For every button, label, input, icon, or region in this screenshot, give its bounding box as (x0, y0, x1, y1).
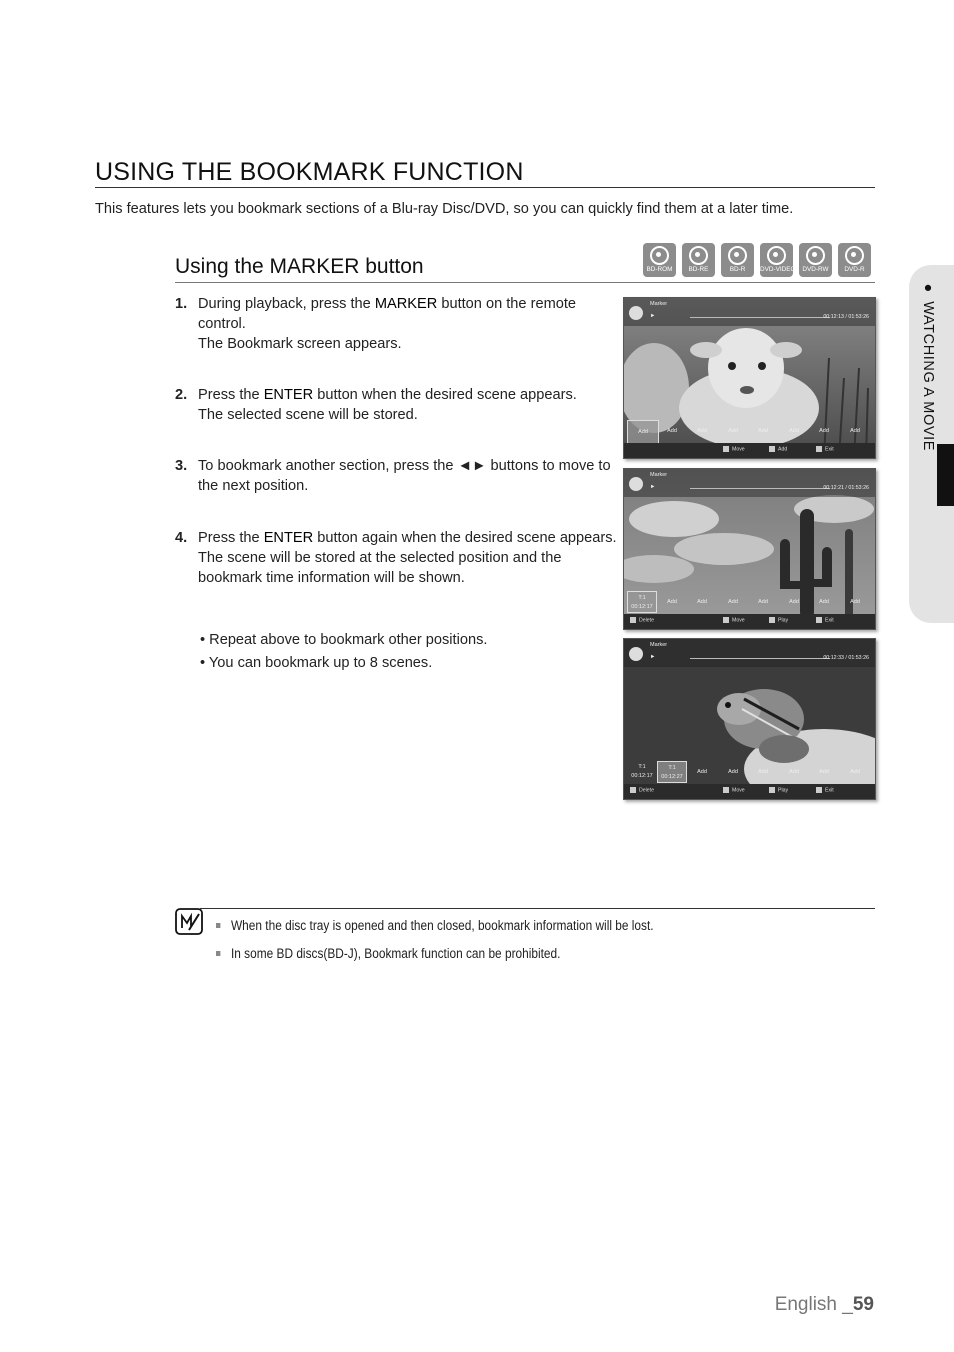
enter-button-icon (769, 446, 775, 452)
play-icon: ► (650, 313, 656, 319)
bookmark-slot[interactable]: Add (728, 769, 738, 775)
bookmark-screen-1: Marker ► 00:12:13 / 01:53:26 Add Add Add Add Add Add Add Add Move Add Exit (623, 297, 876, 459)
note-item: When the disc tray is opened and then closed, bookmark information will be lost. (216, 918, 654, 933)
bookmark-slot[interactable]: Add (758, 428, 768, 434)
bookmark-slot[interactable]: Add (697, 769, 707, 775)
chapter-marker (937, 444, 954, 506)
bookmark-slot[interactable]: Add (758, 599, 768, 605)
bookmark-slot[interactable]: Add (758, 769, 768, 775)
bookmark-slot[interactable]: Add (850, 428, 860, 434)
bookmark-slot[interactable]: Add (850, 769, 860, 775)
page-number: English _59 (774, 1294, 874, 1315)
enter-button-icon (769, 787, 775, 793)
title-divider (95, 187, 875, 188)
bookmark-slot[interactable]: Add (819, 599, 829, 605)
note-divider (200, 908, 875, 909)
disc-logo-icon (629, 477, 643, 491)
bullet-item: • You can bookmark up to 8 scenes. (200, 655, 433, 671)
bookmark-slots (626, 591, 873, 613)
bd-rom-disc-icon: BD-ROM (643, 243, 676, 277)
section-title: Using the MARKER button (175, 255, 424, 278)
bookmark-screen-2: Marker ► 00:12:21 / 01:53:26 T:1 00:12:17 Add Add Add Add Add Add Add Delete Move Play Exit (623, 468, 876, 630)
return-button-icon (816, 617, 822, 623)
bookmark-slot[interactable]: Add (728, 599, 738, 605)
bookmark-slots (626, 420, 873, 442)
page-title: USING THE BOOKMARK FUNCTION (95, 158, 524, 186)
bd-r-disc-icon: BD-R (721, 243, 754, 277)
dvd-r-disc-icon: DVD-R (838, 243, 871, 277)
bullet-item: • Repeat above to bookmark other positions. (200, 632, 488, 648)
progress-bar (690, 317, 830, 318)
dvd-video-disc-icon: DVD-VIDEO (760, 243, 793, 277)
bookmark-slots (626, 761, 873, 783)
progress-bar (690, 658, 830, 659)
bookmark-slot[interactable]: Add (789, 428, 799, 434)
bookmark-slot[interactable]: T:1 00:12:17 (631, 764, 653, 779)
bookmark-slot[interactable]: T:1 00:12:17 (627, 591, 657, 613)
screen-footer: Delete Move Play Exit (624, 614, 875, 629)
move-button-icon (723, 787, 729, 793)
time-display: 00:12:21 / 01:53:26 (823, 485, 869, 491)
bd-re-disc-icon: BD-RE (682, 243, 715, 277)
time-display: 00:12:33 / 01:53:26 (823, 655, 869, 661)
screen-footer: Delete Move Play Exit (624, 784, 875, 799)
bookmark-slot[interactable]: Add (697, 428, 707, 434)
enter-button-icon (769, 617, 775, 623)
bookmark-screen-3: Marker ► 00:12:33 / 01:53:26 T:1 00:12:17 T:1 00:12:27 Add Add Add Add Add Add Delete Move Play Exit (623, 638, 876, 800)
bookmark-slot[interactable]: Add (850, 599, 860, 605)
bookmark-slot[interactable]: Add (819, 428, 829, 434)
progress-bar (690, 488, 830, 489)
disc-logo-icon (629, 306, 643, 320)
section-divider (175, 282, 875, 283)
disc-logo-icon (629, 647, 643, 661)
bookmark-slot[interactable]: T:1 00:12:27 (657, 761, 687, 783)
chapter-tab-label: ● WATCHING A MOVIE (920, 280, 936, 452)
return-button-icon (816, 787, 822, 793)
intro-text: This features lets you bookmark sections of a Blu-ray Disc/DVD, so you can quickly find them at a later time. (95, 201, 794, 217)
bookmark-slot[interactable]: Add (627, 420, 659, 444)
bookmark-slot[interactable]: Add (728, 428, 738, 434)
dvd-rw-disc-icon: DVD-RW (799, 243, 832, 277)
play-icon: ► (650, 484, 656, 490)
note-pencil-icon (175, 908, 203, 935)
play-icon: ► (650, 654, 656, 660)
bookmark-slot[interactable]: Add (819, 769, 829, 775)
a-button-icon (630, 787, 636, 793)
bookmark-slot[interactable]: Add (789, 769, 799, 775)
bookmark-slot[interactable]: Add (667, 428, 677, 434)
screen-footer: Move Add Exit (624, 443, 875, 458)
bookmark-slot[interactable]: Add (789, 599, 799, 605)
bookmark-slot[interactable]: Add (667, 599, 677, 605)
a-button-icon (630, 617, 636, 623)
note-item: In some BD discs(BD-J), Bookmark function can be prohibited. (216, 946, 560, 961)
return-button-icon (816, 446, 822, 452)
move-button-icon (723, 617, 729, 623)
time-display: 00:12:13 / 01:53:26 (823, 314, 869, 320)
bookmark-slot[interactable]: Add (697, 599, 707, 605)
move-button-icon (723, 446, 729, 452)
